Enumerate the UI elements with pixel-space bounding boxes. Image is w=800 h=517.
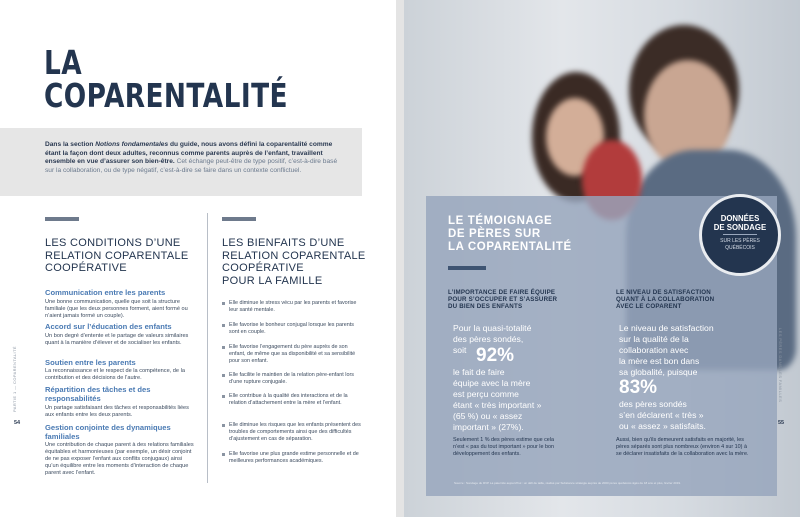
benefit-bullet: Elle diminue le stress vécu par les parents et favorise leur santé mentale. xyxy=(222,300,362,314)
bullet-square-icon xyxy=(222,324,225,327)
benefit-bullet: Elle facilite le maintien de la relation père-enfant lors d’une rupture conjugale. xyxy=(222,372,362,386)
stat2-percentage: 83% xyxy=(619,377,658,398)
bullet-square-icon xyxy=(222,374,225,377)
section-title-gestion: Gestion conjointe des dynamiques familiales xyxy=(45,423,171,441)
spine-gutter xyxy=(396,0,404,517)
column-divider xyxy=(207,213,208,483)
benefit-bullet: Elle diminue les risques que les enfants présentent des troubles de comportements ainsi que des difficultés d’ajustement en cas de séparation. xyxy=(222,422,362,443)
section-text-gestion: Une contribution de chaque parent à des relations familiales équitables et harmonieuses (par exemple, un désir conjoint de ne pas exposer l’enfant aux conflits conjugaux) ainsi qu’un équilibre entre les moments d’interaction de chaque parent avec l’enfant. xyxy=(45,442,194,476)
section-title-repartition: Répartition des tâches et des responsabilités xyxy=(45,385,151,403)
title-line-1: LA xyxy=(44,43,83,82)
stat1-rest: le fait de faire équipe avec la mère est perçu comme étant « très important » (65 %) ou « assez important » (27%). xyxy=(453,367,542,432)
intro-paragraph: Dans la section Notions fondamentales du guide, nous avons défini la coparentalité comme étant la façon dont deux adultes, reconnus comme parents auprès de l’enfant, travaillent ensemble en vue d’assurer son bien-être. Cet échange peut-être de type positif, c’est-à-dire basé sur la collaboration, ou de type négatif, c’est-à-dire se faire dans un contexte conflictuel. xyxy=(45,141,338,174)
bullet-square-icon xyxy=(222,302,225,305)
col1-heading: LES CONDITIONS D’UNE RELATION COPARENTALE COOPÉRATIVE xyxy=(45,237,189,274)
page-title xyxy=(44,43,288,115)
page-number: 54 xyxy=(14,420,21,426)
side-running-text: LES PÈRES DANS LES FAMILLES xyxy=(778,328,783,403)
bullet-square-icon xyxy=(222,346,225,349)
stat1-percentage: 92% xyxy=(476,345,515,366)
stat2-lead: Le niveau de satisfaction sur la qualité de la collaboration avec la mère est bon dans sa globalité, puisque xyxy=(619,323,714,377)
page-number: 55 xyxy=(778,420,785,426)
bullet-square-icon xyxy=(222,424,225,427)
left-page xyxy=(0,0,396,517)
benefit-bullet: Elle contribue à la qualité des interactions et de la relation d’attachement entre la mère et l’enfant. xyxy=(222,393,362,407)
benefit-bullet: Elle favorise une plus grande estime personnelle et de meilleures performances académiques. xyxy=(222,451,362,465)
testimony-title: LE TÉMOIGNAGE DE PÈRES SUR LA COPARENTALITÉ xyxy=(448,215,572,253)
section-text-accord: Un bon degré d’entente et le partage de valeurs similaires quant à la manière d’élever et de socialiser les enfants. xyxy=(45,333,189,346)
section-text-soutien: La reconnaissance et le respect de la compétence, de la contribution et des décisions de l’autre. xyxy=(45,368,185,381)
side-running-text: PARTIE 1 — COPARENTALITÉ xyxy=(12,346,17,412)
col1-accent-bar xyxy=(45,217,79,221)
stat2-note: Aussi, bien qu’ils demeurent satisfaits en majorité, les pères séparés sont plus nombreux (environ 4 sur 10) à se déclarer insatisfaits de la collaboration avec la mère. xyxy=(616,437,749,457)
section-title-soutien: Soutien entre les parents xyxy=(45,358,136,367)
bullet-square-icon xyxy=(222,453,225,456)
section-text-repartition: Un partage satisfaisant des tâches et responsabilités liées aux enfants entre les deux parents. xyxy=(45,405,189,418)
col2-accent-bar xyxy=(222,217,256,221)
stat2-rest: des pères sondés s’en déclarent « très » ou « assez » satisfaits. xyxy=(619,399,706,431)
col2-heading: LES BIENFAITS D’UNE RELATION COPARENTALE COOPÉRATIVE POUR LA FAMILLE xyxy=(222,237,366,287)
section-title-accord: Accord sur l’éducation des enfants xyxy=(45,322,172,331)
benefit-bullet: Elle favorise l’engagement du père auprès de son enfant, de même que sa disponibilité et sa sensibilité pour son enfant. xyxy=(222,344,362,365)
stat2-heading: LE NIVEAU DE SATISFACTION QUANT À LA COLLABORATION AVEC LE COPARENT xyxy=(616,289,715,311)
benefit-bullet: Elle favorise le bonheur conjugal lorsque les parents sont en couple. xyxy=(222,322,362,336)
title-line-2: COPARENTALITÉ xyxy=(44,76,288,115)
testimony-accent-bar xyxy=(448,266,486,270)
stat1-heading: L’IMPORTANCE DE FAIRE ÉQUIPE POUR S’OCCUPER ET S’ASSURER DU BIEN DES ENFANTS xyxy=(448,289,558,311)
stat1-note: Seulement 1 % des pères estime que cela n’est « pas du tout important » pour le bon développement des enfants. xyxy=(453,437,554,457)
survey-source: Source : Sondage du RVP La paternité aujourd’hui : un défi de taille, réalisé par Substance stratégie auprès de 2000 pères québécois âgés de 18 ans et plus, février 2019. xyxy=(454,481,681,485)
section-text-communication: Une bonne communication, quelle que soit la structure familiale (que les deux personnes forment, aient formé ou n’aient jamais formé un couple). xyxy=(45,299,188,319)
section-title-communication: Communication entre les parents xyxy=(45,288,166,297)
survey-badge: DONNÉES DE SONDAGE SUR LES PÈRES QUÉBÉCOIS xyxy=(699,194,781,276)
right-page xyxy=(404,0,800,517)
bullet-square-icon xyxy=(222,395,225,398)
stat1-lead: Pour la quasi-totalité des pères sondés, soit xyxy=(453,323,532,355)
